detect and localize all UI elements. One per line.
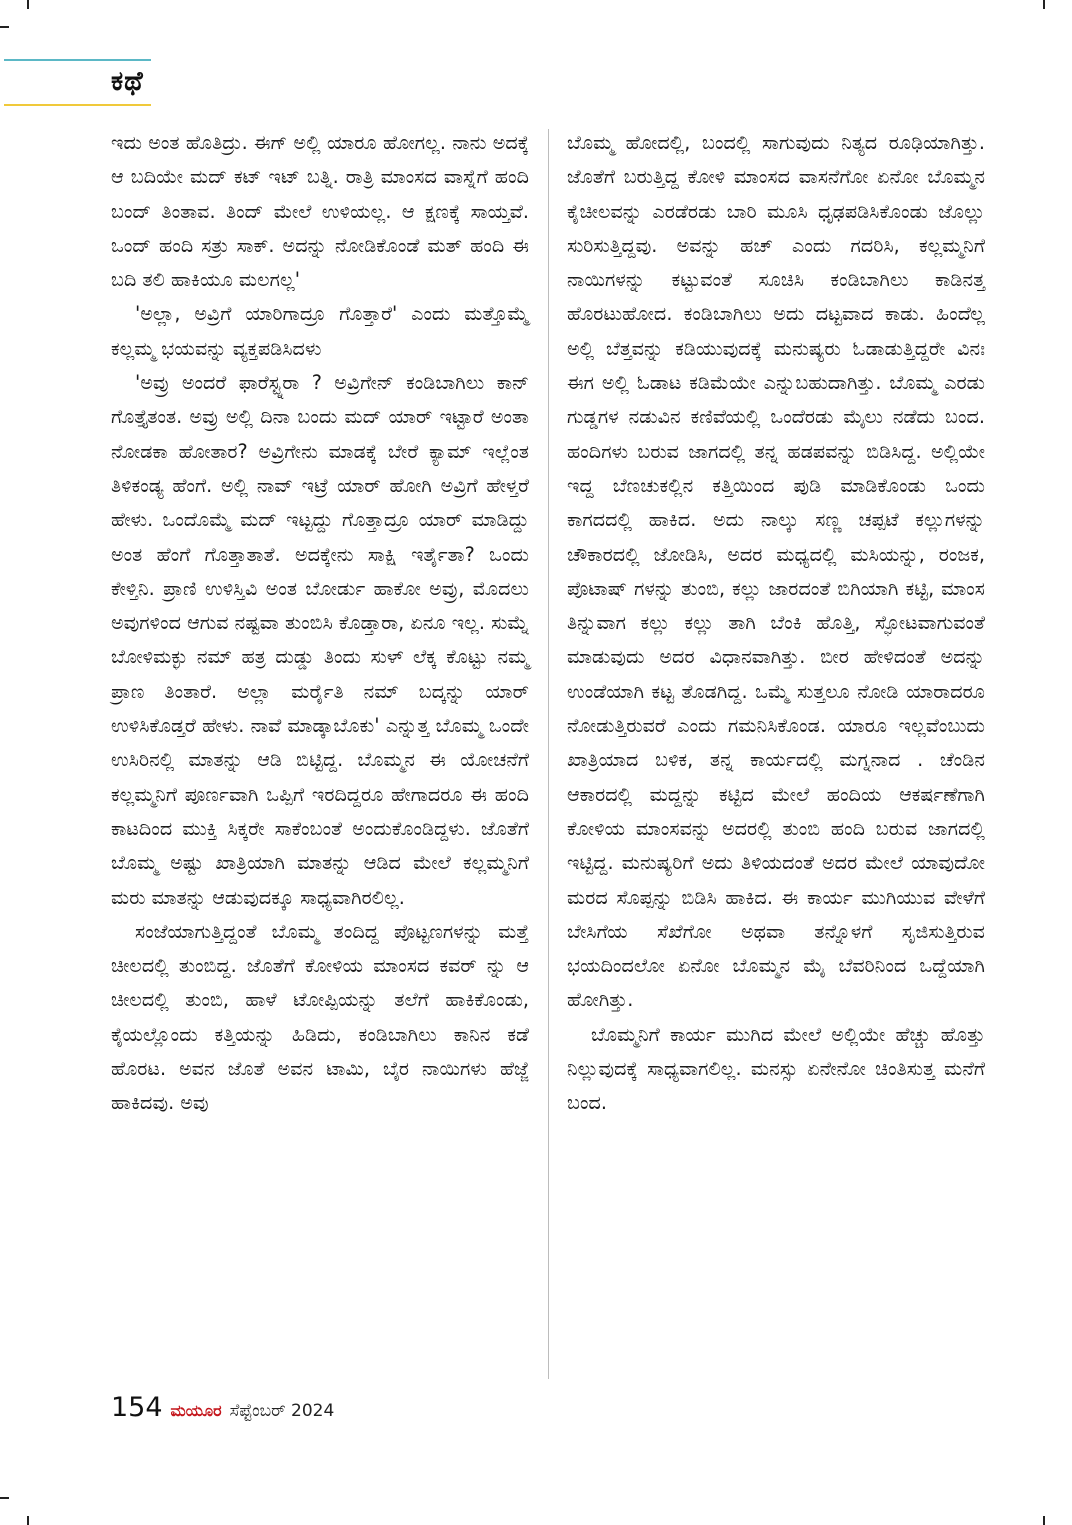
paragraph: ಸಂಜೆಯಾಗುತ್ತಿದ್ದಂತೆ ಬೊಮ್ಮ ತಂದಿದ್ದ ಪೊಟ್ಟಣಗಳನ್ನು ಮತ್ತೆ ಚೀಲದಲ್ಲಿ ತುಂಬಿದ್ದ. ಜೊತೆಗೆ ಕೋಳಿಯ ಮಾಂಸದ ಕವರ್ ನ್ನು ಆ ಚೀಲದಲ್ಲಿ ತುಂಬಿ, ಹಾಳೆ ಟೋಪ್ಪಿಯನ್ನು ತಲೆಗೆ ಹಾಕಿಕೊಂಡು, ಕೈಯಲ್ಲೊಂದು ಕತ್ತಿಯನ್ನು ಹಿಡಿದು, ಕಂಡಿಬಾಗಿಲು ಕಾನಿನ ಕಡೆ ಹೊರಟ. ಅವನ ಜೊತೆ ಅವನ ಟಾಮಿ, ಬೈರ ನಾಯಿಗಳು ಹೆಜ್ಜೆ ಹಾಕಿದವು. ಅವು [111, 919, 529, 1115]
section-rule-top [4, 59, 151, 61]
paragraph: ಬೊಮ್ಮನಿಗೆ ಕಾರ್ಯ ಮುಗಿದ ಮೇಲೆ ಅಲ್ಲಿಯೇ ಹೆಚ್ಚು ಹೊತ್ತು ನಿಲ್ಲುವುದಕ್ಕೆ ಸಾಧ್ಯವಾಗಲಿಲ್ಲ. ಮನಸ್ಸು ಏನೇನೋ ಚಿಂತಿಸುತ್ತ ಮನೆಗೆ ಬಂದ. [567, 1022, 985, 1115]
crop-mark [1043, 0, 1045, 9]
crop-mark [0, 1497, 9, 1499]
section-rule-bottom [4, 104, 151, 106]
page-number: 154 [111, 1392, 163, 1423]
column-divider [548, 129, 549, 1379]
paragraph: 'ಅವ್ರು ಅಂದರೆ ಫಾರೆಸ್ಟ್ನರಾ ? ಅವ್ರಿಗೇನ್ ಕಂಡಿಬಾಗಿಲು ಕಾನ್ ಗೊತ್ತೈತಂತ. ಅವ್ರು ಅಲ್ಲಿ ದಿನಾ ಬಂದು ಮದ್ ಯಾರ್ ಇಟ್ಟಾರೆ ಅಂತಾ ನೋಡಕಾ ಹೋತಾರ? ಅವ್ರಿಗೇನು ಮಾಡಕ್ಕೆ ಬೇರೆ ಕ್ಯಾಮ್ ಇಲ್ಲೆಂತ ತಿಳಿಕಂಡ್ಯ ಹೆಂಗೆ. ಅಲ್ಲಿ ನಾವ್ ಇಟ್ರೆ ಯಾರ್ ಹೋಗಿ ಅವ್ರಿಗೆ ಹೇಳ್ತರೆ ಹೇಳು. ಒಂದೊಮ್ಮೆ ಮದ್ ಇಟ್ಟದ್ದು ಗೊತ್ತಾದ್ರೂ ಯಾರ್ ಮಾಡಿದ್ದು ಅಂತ ಹೆಂಗೆ ಗೊತ್ತಾತಾತೆ. ಅದಕ್ಕೇನು ಸಾಕ್ಷಿ ಇರ್ತೈತಾ? ಒಂದು ಕೇಳ್ತಿನಿ. ಪ್ರಾಣಿ ಉಳಿಸ್ತಿವಿ ಅಂತ ಬೋರ್ಡು ಹಾಕೋ ಅವ್ರು, ಮೊದಲು ಅವುಗಳಿಂದ ಆಗುವ ನಷ್ಟವಾ ತುಂಬಿಸಿ ಕೊಡ್ತಾರಾ, ಏನೂ ಇಲ್ಲ. ಸುಮ್ನೆ ಬೋಳಿಮಕ್ಳು ನಮ್ ಹತ್ರ ದುಡ್ಡು ತಿಂದು ಸುಳ್ ಲೆಕ್ಕ ಕೊಟ್ಟು ನಮ್ಮ ಪ್ರಾಣ ತಿಂತಾರೆ. ಅಲ್ಲಾ ಮರ್ರೈತಿ ನಮ್ ಬದ್ಕನ್ನು ಯಾರ್ ಉಳಿಸಿಕೊಡ್ತರೆ ಹೇಳು. ನಾವೆ ಮಾಡ್ಕಾಬೊಕು' ಎನ್ನುತ್ತ ಬೊಮ್ಮ ಒಂದೇ ಉಸಿರಿನಲ್ಲಿ ಮಾತನ್ನು ಆಡಿ ಬಿಟ್ಟಿದ್ದ. ಬೊಮ್ಮನ ಈ ಯೋಚನೆಗೆ ಕಲ್ಲಮ್ಮನಿಗೆ ಪೂರ್ಣವಾಗಿ ಒಪ್ಪಿಗೆ ಇರದಿದ್ದರೂ ಹೇಗಾದರೂ ಈ ಹಂದಿ ಕಾಟದಿಂದ ಮುಕ್ತಿ ಸಿಕ್ಕರೇ ಸಾಕೆಂಬಂತೆ ಅಂದುಕೊಂಡಿದ್ದಳು. ಜೊತೆಗೆ ಬೊಮ್ಮ ಅಷ್ಟು ಖಾತ್ರಿಯಾಗಿ ಮಾತನ್ನು ಆಡಿದ ಮೇಲೆ ಕಲ್ಲಮ್ಮನಿಗೆ ಮರು ಮಾತನ್ನು ಆಡುವುದಕ್ಕೂ ಸಾಧ್ಯವಾಗಿರಲಿಲ್ಲ. [111, 371, 529, 909]
paragraph: ಬೊಮ್ಮ ಹೋದಲ್ಲಿ, ಬಂದಲ್ಲಿ ಸಾಗುವುದು ನಿತ್ಯದ ರೂಢಿಯಾಗಿತ್ತು. ಜೊತೆಗೆ ಬರುತ್ತಿದ್ದ ಕೋಳಿ ಮಾಂಸದ ವಾಸನೆಗೋ ಏನೋ ಬೊಮ್ಮನ ಕೈಚೀಲವನ್ನು ಎರಡೆರಡು ಬಾರಿ ಮೂಸಿ ಧೃಢಪಡಿಸಿಕೊಂಡು ಜೊಲ್ಲು ಸುರಿಸುತ್ತಿದ್ದವು. ಅವನ್ನು ಹಚ್ ಎಂದು ಗದರಿಸಿ, ಕಲ್ಲಮ್ಮನಿಗೆ ನಾಯಿಗಳನ್ನು ಕಟ್ಟುವಂತೆ ಸೂಚಿಸಿ ಕಂಡಿಬಾಗಿಲು ಕಾಡಿನತ್ತ ಹೊರಟುಹೋದ. ಕಂಡಿಬಾಗಿಲು ಅದು ದಟ್ಟವಾದ ಕಾಡು. ಹಿಂದೆಲ್ಲ ಅಲ್ಲಿ ಬೆತ್ತವನ್ನು ಕಡಿಯುವುದಕ್ಕೆ ಮನುಷ್ಯರು ಓಡಾಡುತ್ತಿದ್ದರೇ ವಿನಃ ಈಗ ಅಲ್ಲಿ ಓಡಾಟ ಕಡಿಮೆಯೇ ಎನ್ನುಬಹುದಾಗಿತ್ತು. ಬೊಮ್ಮ ಎರಡು ಗುಡ್ಡಗಳ ನಡುವಿನ ಕಣಿವೆಯಲ್ಲಿ ಒಂದೆರಡು ಮೈಲು ನಡೆದು ಬಂದ. ಹಂದಿಗಳು ಬರುವ ಜಾಗದಲ್ಲಿ ತನ್ನ ಹಡಪವನ್ನು ಬಿಡಿಸಿದ್ದ. ಅಲ್ಲಿಯೇ ಇದ್ದ ಬೆಣಚುಕಲ್ಲಿನ ಕತ್ತಿಯಿಂದ ಪುಡಿ ಮಾಡಿಕೊಂಡು ಒಂದು ಕಾಗದದಲ್ಲಿ ಹಾಕಿದ. ಅದು ನಾಲ್ಕು ಸಣ್ಣ ಚಪ್ಪಟೆ ಕಲ್ಲುಗಳನ್ನು ಚೌಕಾರದಲ್ಲಿ ಜೋಡಿಸಿ, ಅದರ ಮಧ್ಯದಲ್ಲಿ ಮಸಿಯನ್ನು, ರಂಜಕ, ಪೊಟಾಷ್ ಗಳನ್ನು ತುಂಬಿ, ಕಲ್ಲು ಜಾರದಂತೆ ಬಿಗಿಯಾಗಿ ಕಟ್ಟಿ, ಮಾಂಸ ತಿನ್ನುವಾಗ ಕಲ್ಲು ಕಲ್ಲು ತಾಗಿ ಬೆಂಕಿ ಹೊತ್ತಿ, ಸ್ಫೋಟವಾಗುವಂತೆ ಮಾಡುವುದು ಅದರ ವಿಧಾನವಾಗಿತ್ತು. ಬೀರ ಹೇಳಿದಂತೆ ಅದನ್ನು ಉಂಡೆಯಾಗಿ ಕಟ್ಟ ತೊಡಗಿದ್ದ. ಒಮ್ಮೆ ಸುತ್ತಲೂ ನೋಡಿ ಯಾರಾದರೂ ನೋಡುತ್ತಿರುವರೆ ಎಂದು ಗಮನಿಸಿಕೊಂಡ. ಯಾರೂ ಇಲ್ಲವೆಂಬುದು ಖಾತ್ರಿಯಾದ ಬಳಿಕ, ತನ್ನ ಕಾರ್ಯದಲ್ಲಿ ಮಗ್ನನಾದ . ಚೆಂಡಿನ ಆಕಾರದಲ್ಲಿ ಮದ್ದನ್ನು ಕಟ್ಟಿದ ಮೇಲೆ ಹಂದಿಯ ಆಕರ್ಷಣೆಗಾಗಿ ಕೋಳಿಯ ಮಾಂಸವನ್ನು ಅದರಲ್ಲಿ ತುಂಬಿ ಹಂದಿ ಬರುವ ಜಾಗದಲ್ಲಿ ಇಟ್ಟಿದ್ದ. ಮನುಷ್ಯರಿಗೆ ಅದು ತಿಳಿಯದಂತೆ ಅದರ ಮೇಲೆ ಯಾವುದೋ ಮರದ ಸೊಪ್ಪನ್ನು ಬಿಡಿಸಿ ಹಾಕಿದ. ಈ ಕಾರ್ಯ ಮುಗಿಯುವ ವೇಳೆಗೆ ಬೇಸಿಗೆಯ ಸೆಖೆಗೋ ಅಥವಾ ತನ್ನೊಳಗೆ ಸೃಜಿಸುತ್ತಿರುವ ಭಯದಿಂದಲೋ ಏನೋ ಬೊಮ್ಮನ ಮೈ ಬೆವರಿನಿಂದ ಒದ್ದೆಯಾಗಿ ಹೋಗಿತ್ತು. [567, 131, 985, 1012]
crop-mark [27, 1516, 29, 1525]
left-column [111, 126, 529, 1121]
issue-date: ಸೆಪ್ಟೆಂಬರ್ 2024 [229, 1401, 335, 1421]
magazine-logo: ಮಯೂರ [170, 1401, 222, 1420]
crop-mark [0, 26, 9, 28]
paragraph: ಇದು ಅಂತ ಹೊತಿದ್ರು. ಈಗ್ ಅಲ್ಲಿ ಯಾರೂ ಹೋಗಲ್ಲ. ನಾನು ಅದಕ್ಕೆ ಆ ಬದಿಯೇ ಮದ್ ಕಟ್ ಇಟ್ ಬತ್ನಿ. ರಾತ್ರಿ ಮಾಂಸದ ವಾಸ್ನೆಗೆ ಹಂದಿ ಬಂದ್ ತಿಂತಾವ. ತಿಂದ್ ಮೇಲೆ ಉಳಿಯಲ್ಲ. ಆ ಕ್ಷಣಕ್ಕೆ ಸಾಯ್ತವೆ. ಒಂದ್ ಹಂದಿ ಸತ್ರು ಸಾಕ್. ಅದನ್ನು ನೋಡಿಕೊಂಡೆ ಮತ್ ಹಂದಿ ಈ ಬದಿ ತಲಿ ಹಾಕಿಯೂ ಮಲಗಲ್ಲ' [111, 131, 529, 292]
right-column [567, 126, 985, 1121]
page-footer [111, 1392, 334, 1432]
crop-mark [1043, 1516, 1045, 1525]
paragraph: 'ಅಲ್ಲಾ, ಅವ್ರಿಗೆ ಯಾರಿಗಾದ್ರೂ ಗೊತ್ತಾರೆ' ಎಂದು ಮತ್ತೊಮ್ಮೆ ಕಲ್ಲಮ್ಮ ಭಯವನ್ನು ವ್ಯಕ್ತಪಡಿಸಿದಳು [111, 302, 529, 360]
crop-mark [27, 0, 29, 9]
section-title: ಕಥೆ [111, 66, 144, 97]
